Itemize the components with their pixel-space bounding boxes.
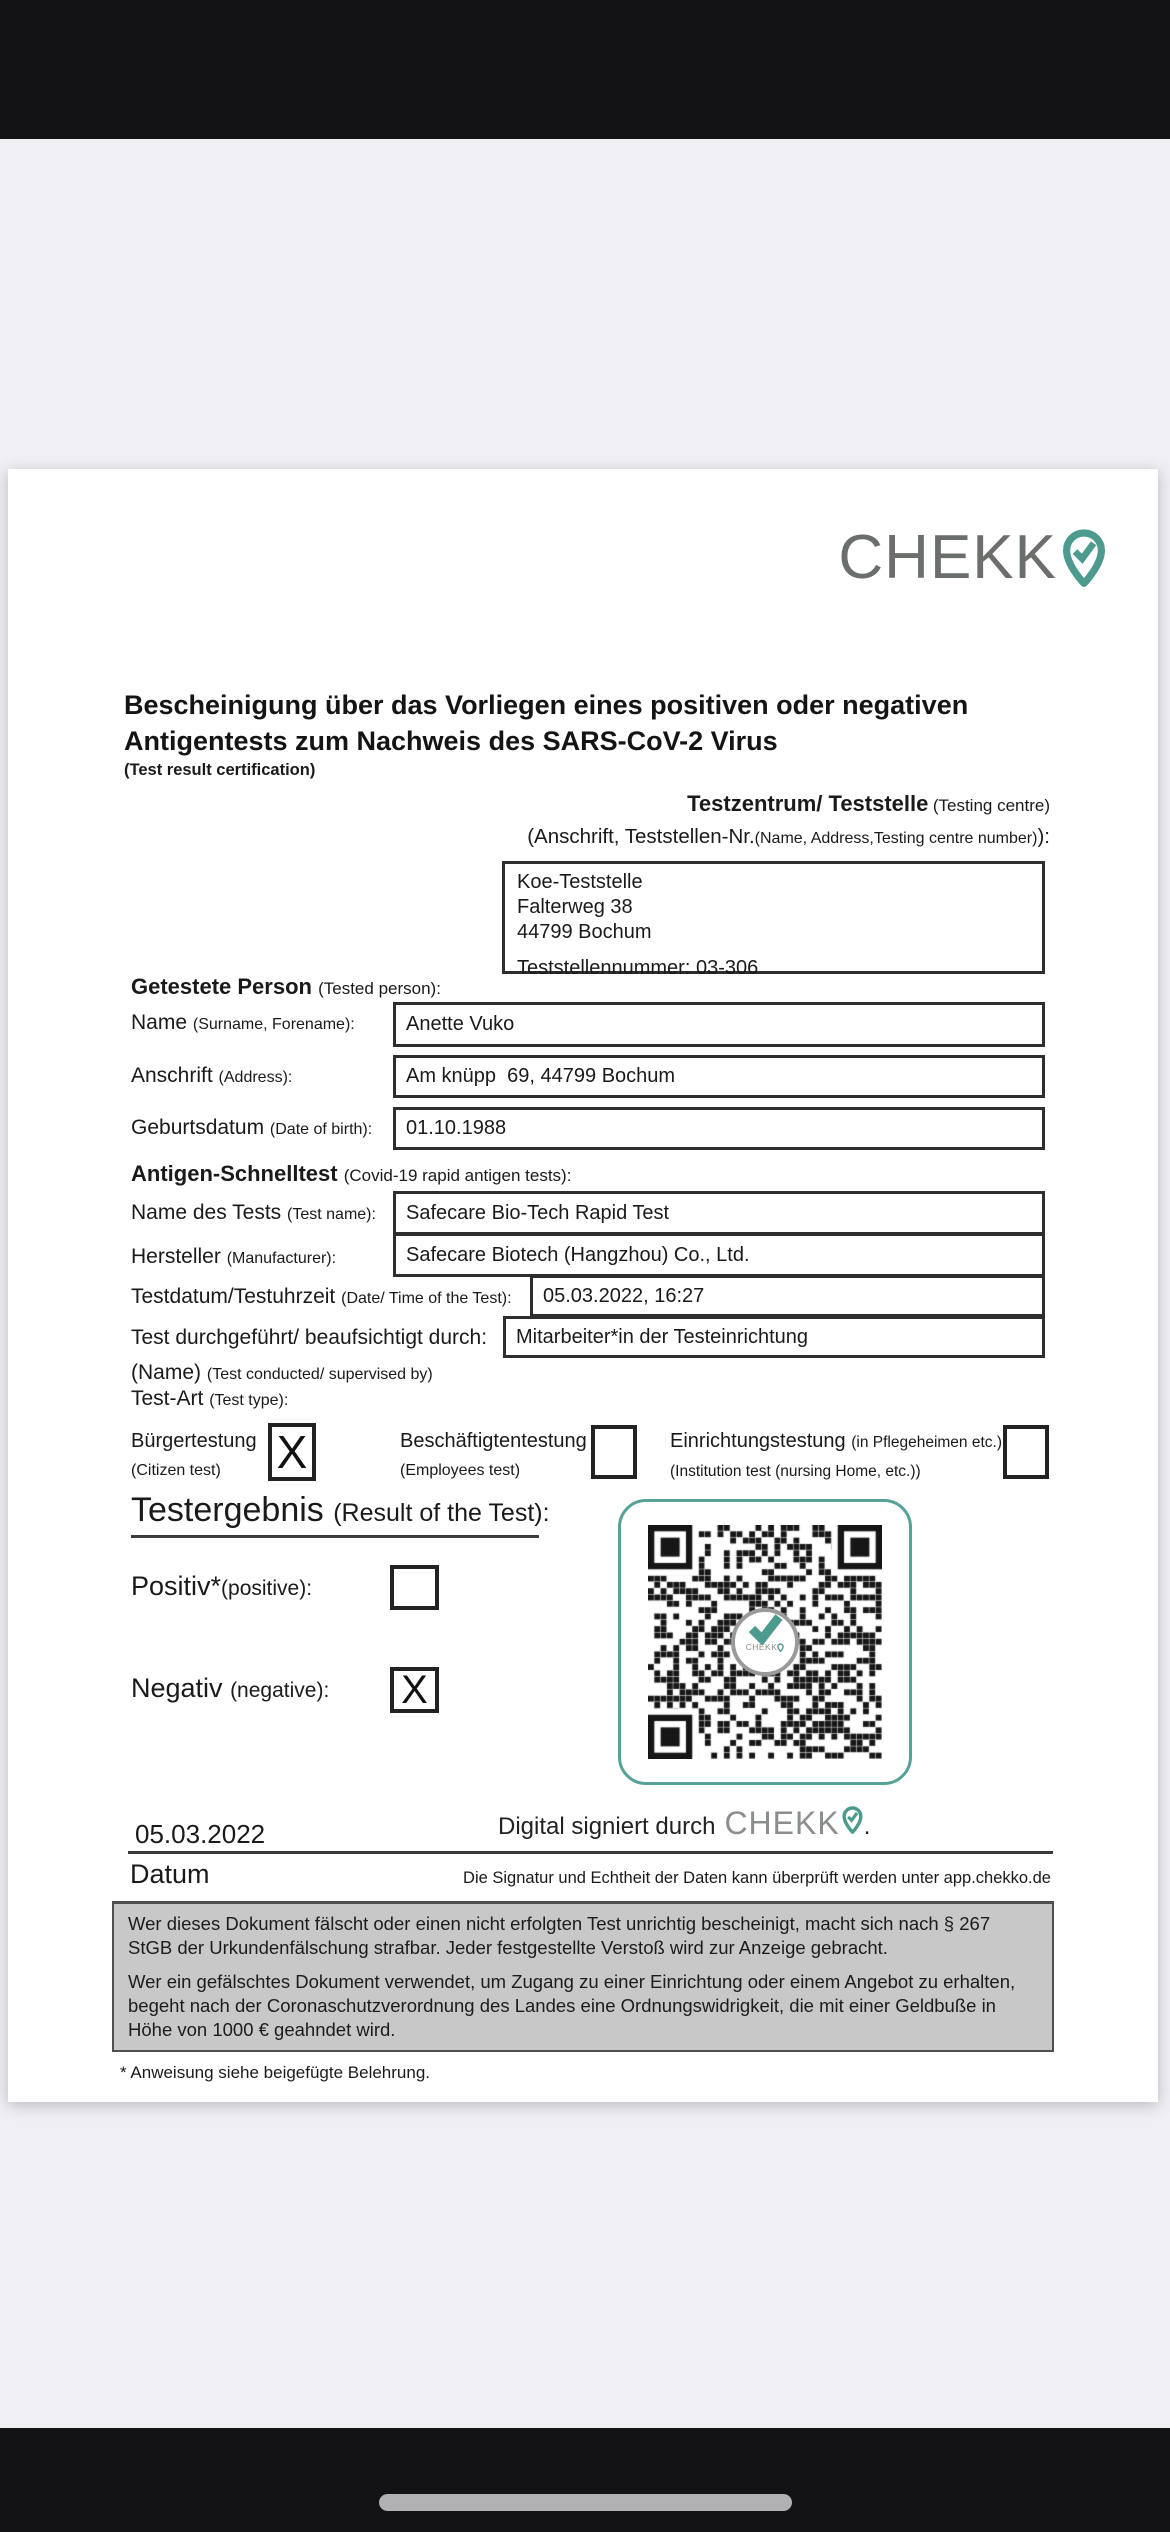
- test-datetime-value: 05.03.2022, 16:27: [543, 1284, 705, 1307]
- verify-note: Die Signatur und Echtheit der Daten kann überprüft werden unter app.chekko.de: [463, 1869, 1051, 1887]
- signed-by-brand: CHEKK: [724, 1805, 840, 1841]
- conducted-by-value: Mitarbeiter*in der Testeinrichtung: [516, 1325, 809, 1348]
- home-indicator[interactable]: [379, 2494, 792, 2511]
- qr-brand-text: CHEKK: [746, 1642, 785, 1652]
- title-line-1: Bescheinigung über das Vorliegen eines positiven oder negativen: [124, 690, 969, 720]
- test-datetime-label: Testdatum/Testuhrzeit (Date/ Time of the Test):: [131, 1285, 512, 1308]
- testing-centre-sub-en: (Name, Address,Testing centre number): [754, 830, 1038, 847]
- qr-code-frame: [618, 1499, 912, 1785]
- qr-center-logo: [731, 1608, 799, 1676]
- tested-person-heading-de: Getestete Person: [131, 974, 312, 999]
- title-subtitle: (Test result certification): [124, 761, 316, 779]
- status-bar: [0, 0, 1170, 139]
- name-value: Anette Vuko: [406, 1013, 515, 1035]
- tested-person-heading: [131, 974, 441, 1000]
- address-field: [393, 1055, 1045, 1098]
- chekko-logo-text: CHEKK: [838, 523, 1057, 592]
- signed-by-text: Digital signiert durch: [498, 1813, 716, 1840]
- antigen-heading-en: (Covid-19 rapid antigen tests):: [343, 1166, 572, 1185]
- result-heading-underline: [131, 1535, 539, 1538]
- pdf-viewer-background[interactable]: [0, 139, 1170, 2428]
- test-name-value: Safecare Bio-Tech Rapid Test: [406, 1201, 670, 1224]
- institution-test-label: Einrichtungstestung (in Pflegeheimen etc.) (Institution test (nursing Home, etc.)): [670, 1430, 1003, 1480]
- title-line-2: Antigentests zum Nachweis des SARS-CoV-2 Virus: [124, 726, 778, 756]
- testing-centre-header: [527, 789, 1050, 854]
- result-heading-en: (Result of the Test):: [333, 1499, 550, 1527]
- signed-by-period: .: [863, 1813, 871, 1840]
- negative-label: Negativ (negative):: [131, 1673, 330, 1703]
- legal-paragraph-1: Wer dieses Dokument fälscht oder einen nicht erfolgten Test unrichtig bescheinigt, macht sich nach § 267 StGB der Urkundenfälschung strafbar. Jeder festgestellte Verstoß wird zur Anzeige gebracht.: [128, 1913, 991, 1958]
- testing-centre-address-box: [502, 861, 1045, 979]
- result-heading-de: Testergebnis: [131, 1491, 324, 1529]
- test-datetime-field: [530, 1275, 1045, 1317]
- conducted-by-label: Test durchgeführt/ beaufsichtigt durch:: [131, 1326, 488, 1349]
- conducted-by-name-note: (Name) (Test conducted/ supervised by): [131, 1361, 433, 1384]
- signature-date: 05.03.2022: [135, 1819, 266, 1849]
- result-heading: [131, 1491, 550, 1530]
- citizen-test-checkmark: X: [276, 1426, 308, 1478]
- address-value: Am knüpp 69, 44799 Bochum: [406, 1065, 676, 1087]
- testing-centre-heading-en: (Testing centre): [932, 796, 1050, 815]
- address-box-spacer: [517, 945, 1030, 956]
- employees-test-label: Beschäftigtentestung (Employees test): [400, 1430, 587, 1479]
- antigen-test-heading: [131, 1161, 571, 1187]
- conducted-by-field: [503, 1316, 1045, 1358]
- antigen-heading-de: Antigen-Schnelltest: [131, 1161, 338, 1186]
- chekko-pin-check-icon: [1060, 527, 1108, 592]
- citizen-test-checkbox: [268, 1423, 316, 1481]
- positive-checkbox: [390, 1565, 439, 1610]
- test-type-label: Test-Art (Test type):: [131, 1387, 289, 1410]
- negative-checkbox: [390, 1667, 439, 1713]
- birthdate-field: [393, 1107, 1045, 1150]
- qr-brand-pin-icon: [777, 1643, 784, 1652]
- manufacturer-field: [393, 1233, 1045, 1277]
- centre-address-line-3: 44799 Bochum: [517, 921, 652, 943]
- document-title: [124, 687, 968, 780]
- digital-signature-line: [498, 1805, 870, 1842]
- test-name-field: [393, 1191, 1045, 1235]
- testing-centre-sub-suffix: ):: [1037, 825, 1050, 848]
- testing-centre-heading: Testzentrum/ Teststelle: [687, 791, 929, 816]
- centre-address-line-2: Falterweg 38: [517, 896, 633, 918]
- instruction-footnote: * Anweisung siehe beigefügte Belehrung.: [120, 2063, 431, 2082]
- tested-person-heading-en: (Tested person):: [318, 979, 441, 998]
- name-field: [393, 1002, 1045, 1047]
- document-page: [8, 469, 1158, 2102]
- name-label: Name (Surname, Forename):: [131, 1011, 355, 1034]
- centre-address-line-1: Koe-Teststelle: [517, 871, 643, 893]
- institution-test-checkbox: [1003, 1425, 1049, 1479]
- legal-paragraph-2: Wer ein gefälschtes Dokument verwendet, um Zugang zu einer Einrichtung oder einem Angebot zu erhalten, begeht nach der Coronaschutzverordnung des Landes eine Ordnungswidrigkeit, die mit einer Geldbuße in Höhe von 1000 € geahndet wird.: [128, 1971, 1016, 2040]
- legal-warning-box: [112, 1901, 1054, 2052]
- testing-centre-sub-prefix: (Anschrift, Teststellen-Nr.: [527, 825, 755, 848]
- test-name-label: Name des Tests (Test name):: [131, 1201, 376, 1224]
- negative-checkmark: X: [401, 1668, 428, 1712]
- bottom-bar: [0, 2428, 1170, 2532]
- signature-rule: [128, 1851, 1053, 1854]
- centre-number: Teststellennummer: 03-306: [517, 957, 759, 979]
- manufacturer-value: Safecare Biotech (Hangzhou) Co., Ltd.: [406, 1243, 750, 1266]
- signed-by-pin-icon: [841, 1805, 864, 1839]
- chekko-logo: [838, 523, 1108, 592]
- manufacturer-label: Hersteller (Manufacturer):: [131, 1245, 337, 1268]
- qr-check-icon: [745, 1612, 785, 1646]
- citizen-test-label: Bürgertestung (Citizen test): [131, 1430, 257, 1479]
- birthdate-value: 01.10.1988: [406, 1117, 507, 1139]
- positive-label: Positiv*(positive):: [131, 1571, 313, 1601]
- date-label: Datum: [130, 1859, 210, 1889]
- address-label: Anschrift (Address):: [131, 1064, 293, 1087]
- employees-test-checkbox: [591, 1425, 637, 1479]
- birthdate-label: Geburtsdatum (Date of birth):: [131, 1116, 373, 1139]
